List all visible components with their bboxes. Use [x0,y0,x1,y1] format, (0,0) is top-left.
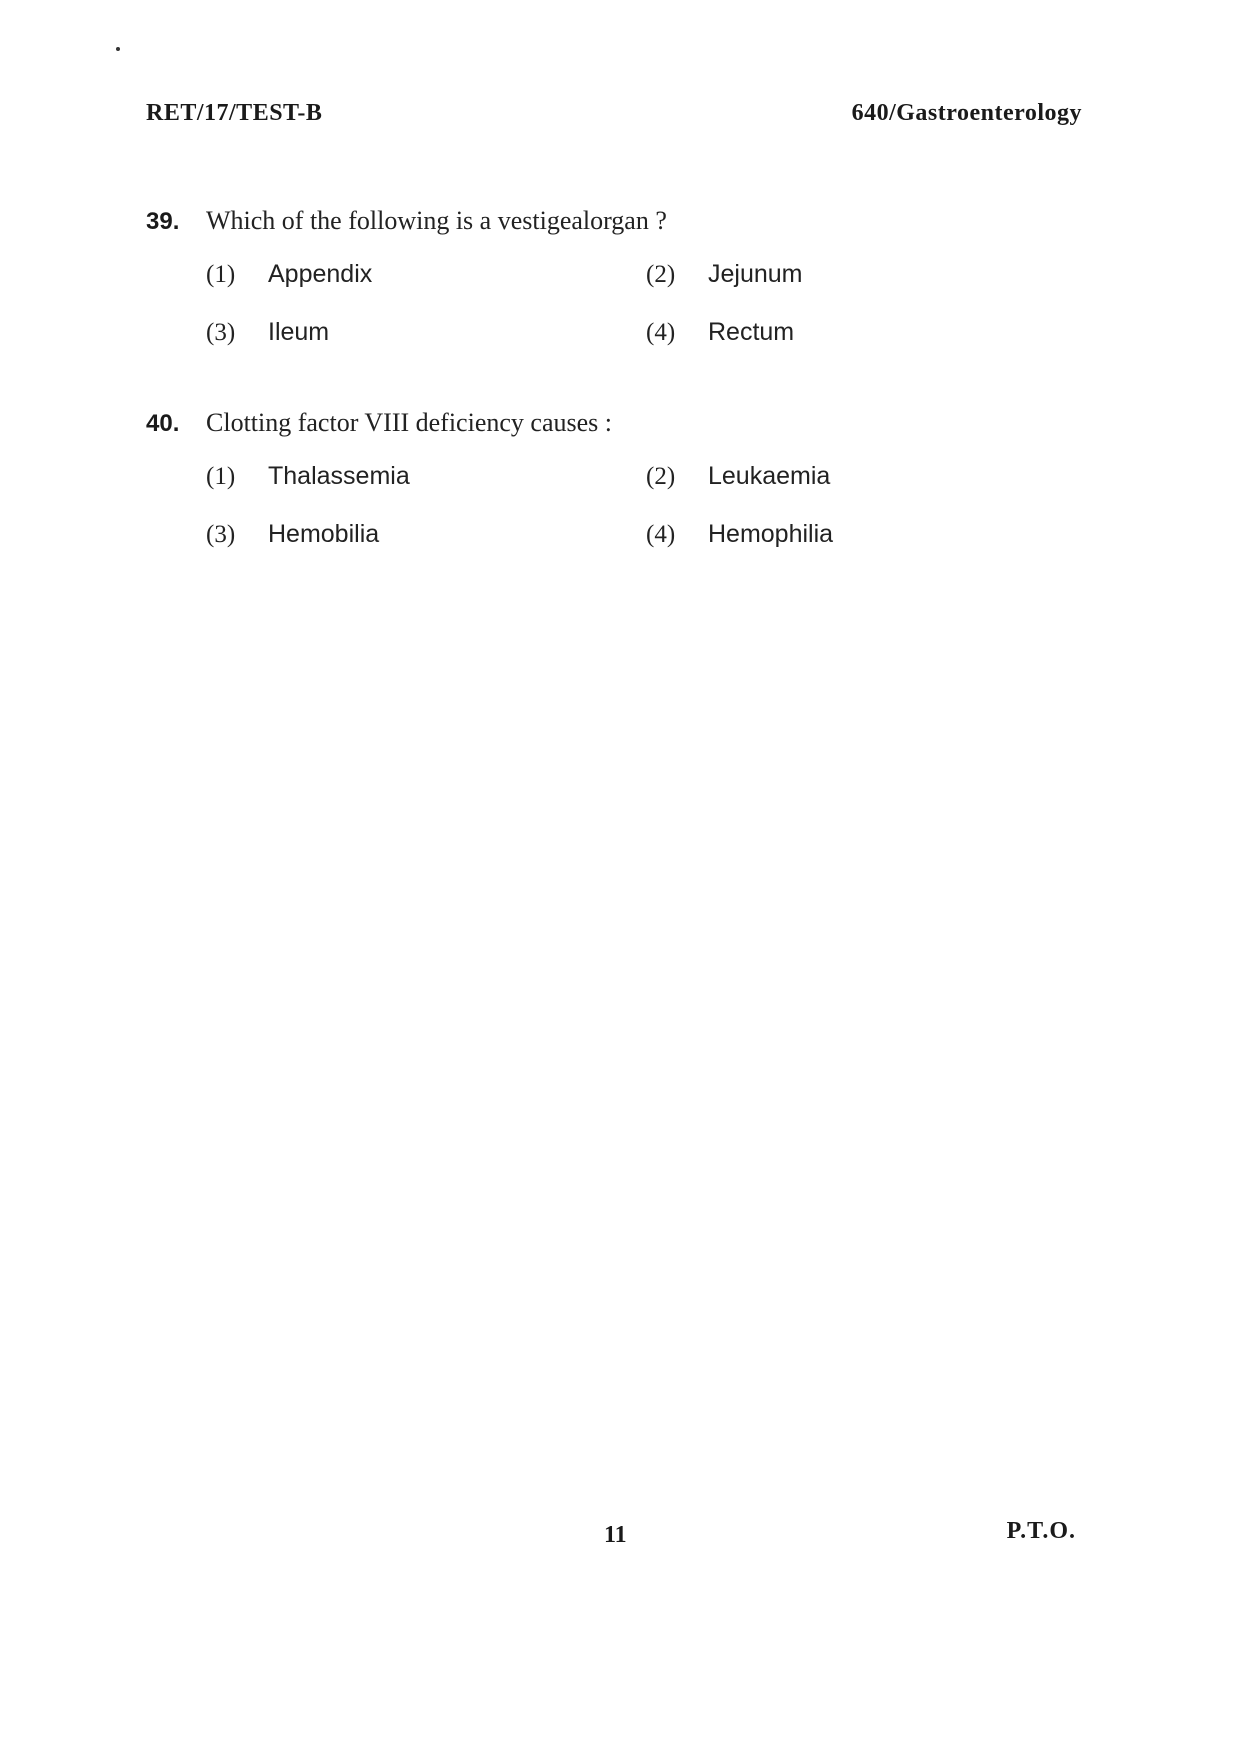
option-3 [206,318,329,347]
options-list [146,462,1106,578]
page-number: 11 [604,1522,627,1548]
option-1 [206,462,410,491]
option-3 [206,520,379,549]
scan-speck [116,47,120,51]
please-turn-over: P.T.O. [1006,1518,1076,1544]
option-row [146,520,1106,578]
option-number: (2) [646,463,676,490]
option-text: Rectum [708,318,795,346]
paper-code: RET/17/TEST-B [146,100,323,126]
question-number: 40. [146,410,180,437]
question-stem [146,408,1106,448]
question-number: 39. [146,208,180,235]
option-text: Ileum [268,318,330,346]
option-2 [646,260,803,289]
question-stem [146,206,1106,246]
option-4 [646,318,794,347]
options-list [146,260,1106,376]
option-text: Hemophilia [708,520,834,548]
question-40 [146,408,1106,578]
option-number: (3) [206,319,236,346]
option-text: Appendix [268,260,373,288]
question-text: Clotting factor VIII deficiency causes : [206,408,612,437]
option-text: Leukaemia [708,462,831,490]
option-row [146,318,1106,376]
option-number: (4) [646,319,676,346]
question-39 [146,206,1106,376]
option-row [146,260,1106,318]
option-text: Jejunum [708,260,803,288]
option-1 [206,260,372,289]
question-text: Which of the following is a vestigealorgan ? [206,206,667,235]
option-text: Thalassemia [268,462,410,490]
option-number: (2) [646,261,676,288]
option-text: Hemobilia [268,520,380,548]
option-2 [646,462,830,491]
option-number: (3) [206,521,236,548]
option-number: (1) [206,261,236,288]
subject-title: 640/Gastroenterology [851,100,1082,126]
option-number: (1) [206,463,236,490]
option-row [146,462,1106,520]
option-number: (4) [646,521,676,548]
option-4 [646,520,833,549]
